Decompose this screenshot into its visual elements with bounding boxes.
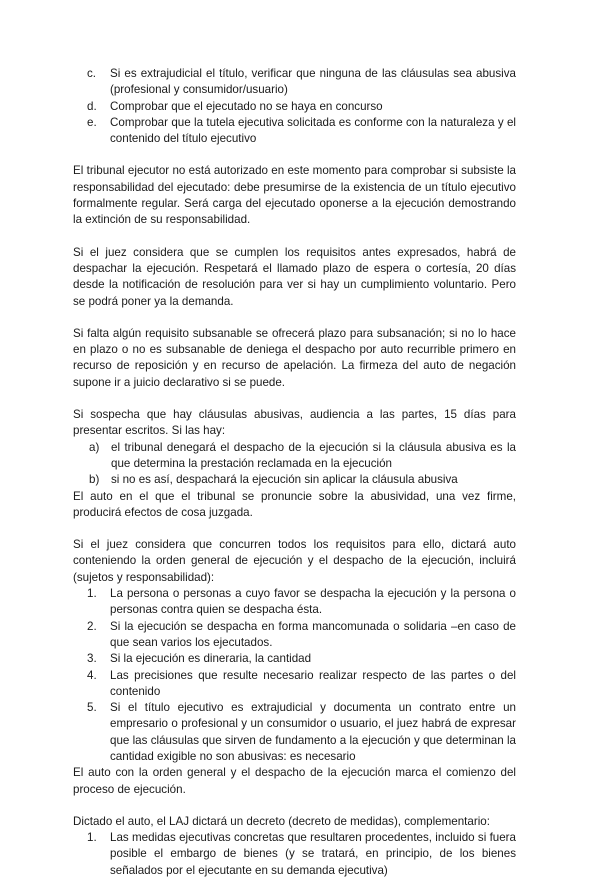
list-item-text: La persona o personas a cuyo favor se despacha la ejecución y la persona o personas contra quien se despacha ésta. [110,587,516,617]
general-order-contents-list [73,586,516,765]
list-marker: a) [89,440,100,454]
list-marker: 2. [87,619,97,633]
list-item [73,586,516,619]
abusive-clauses-list [73,440,516,489]
list-marker: 1. [87,587,97,601]
list-marker: c. [87,67,97,80]
top-lettered-list [73,66,516,147]
list-item [73,99,516,115]
paragraph-waiting-period: Si el juez considera que se cumplen los requisitos antes expresados, habrá de despachar la ejecución. Respetará el llamado plazo de espera o cortesía, 20 días desde la notificación de resolución para ver si hay un cumplimiento voluntario. Pero se podrá poner ya la demanda. [73,245,516,308]
list-item-text: si no es así, despachará la ejecución sin aplicar la cláusula abusiva [111,473,458,487]
paragraph-process-start: El auto con la orden general y el despacho de la ejecución marca el comienzo del proceso de ejecución. [73,766,516,796]
paragraph-presumption: El tribunal ejecutor no está autorizado en este momento para comprobar si subsiste la responsabilidad del ejecutado: debe presumirse de la existencia de un título ejecutivo formalmente regular. Será carga del ejecutado oponerse a la ejecución demostrando la extinción de su responsabilidad. [73,164,516,227]
list-item [73,668,516,701]
list-item-text: Las medidas ejecutivas concretas que resultaren procedentes, incluido si fuera posible el embargo de bienes (y se tratará, en principio, de los bienes señalados por el ejecutante en su demanda ejecutiva) [110,831,516,877]
list-item-text: Comprobar que la tutela ejecutiva solicitada es conforme con la naturaleza y el contenido del título ejecutivo [110,115,516,146]
list-item-text: Si es extrajudicial el título, verificar que ninguna de las cláusulas sea abusiva (profesional y consumidor/usuario) [110,67,516,97]
list-item [73,472,516,488]
list-item [73,830,516,879]
list-item [73,700,516,765]
list-marker: 5. [87,701,97,715]
list-marker: d. [87,99,97,113]
list-item-text: Comprobar que el ejecutado no se haya en concurso [110,99,383,113]
decree-measures-list [73,830,516,879]
paragraph-general-order: Si el juez considera que concurren todos los requisitos para ello, dictará auto conteniendo la orden general de ejecución y el despacho de la ejecución, incluirá (sujetos y responsabilidad): [73,538,516,584]
list-item [73,115,516,148]
list-marker: 3. [87,652,97,666]
list-item-text: Si la ejecución es dineraria, la cantidad [110,652,312,666]
list-marker: 4. [87,668,97,682]
paragraph-abusive-clauses: Si sospecha que hay cláusulas abusivas, audiencia a las partes, 15 días para presentar escritos. Si las hay: [73,408,516,438]
list-item [73,66,516,99]
list-item-text: Las precisiones que resulte necesario realizar respecto de las partes o del contenido [110,668,516,698]
list-item [73,619,516,652]
list-item-text: Si el título ejecutivo es extrajudicial y documenta un contrato entre un empresario o profesional y un consumidor o usuario, el juez habrá de expresar que las cláusulas que sirven de fundamento a la ejecución y que determinan la cantidad exigible no son abusivas: es necesario [110,701,516,763]
list-item [73,651,516,667]
list-marker: b) [89,473,100,487]
paragraph-decree: Dictado el auto, el LAJ dictará un decreto (decreto de medidas), complementario: [73,814,490,828]
list-marker: 1. [87,831,97,845]
list-item [73,440,516,473]
list-marker: e. [87,115,97,129]
paragraph-res-judicata: El auto en el que el tribunal se pronuncie sobre la abusividad, una vez firme, producirá efectos de cosa juzgada. [73,489,516,519]
paragraph-subsanation: Si falta algún requisito subsanable se ofrecerá plazo para subsanación; si no lo hace en plazo o no es subsanable de deniega el despacho por auto recurrible primero en recurso de reposición y en recurso de apelación. La firmeza del auto de negación supone ir a juicio declarativo si se puede. [73,326,516,389]
list-item-text: el tribunal denegará el despacho de la ejecución si la cláusula abusiva es la que determina la prestación reclamada en la ejecución [111,440,516,470]
list-item-text: Si la ejecución se despacha en forma mancomunada o solidaria –en caso de que sean varios los ejecutados. [110,619,516,649]
